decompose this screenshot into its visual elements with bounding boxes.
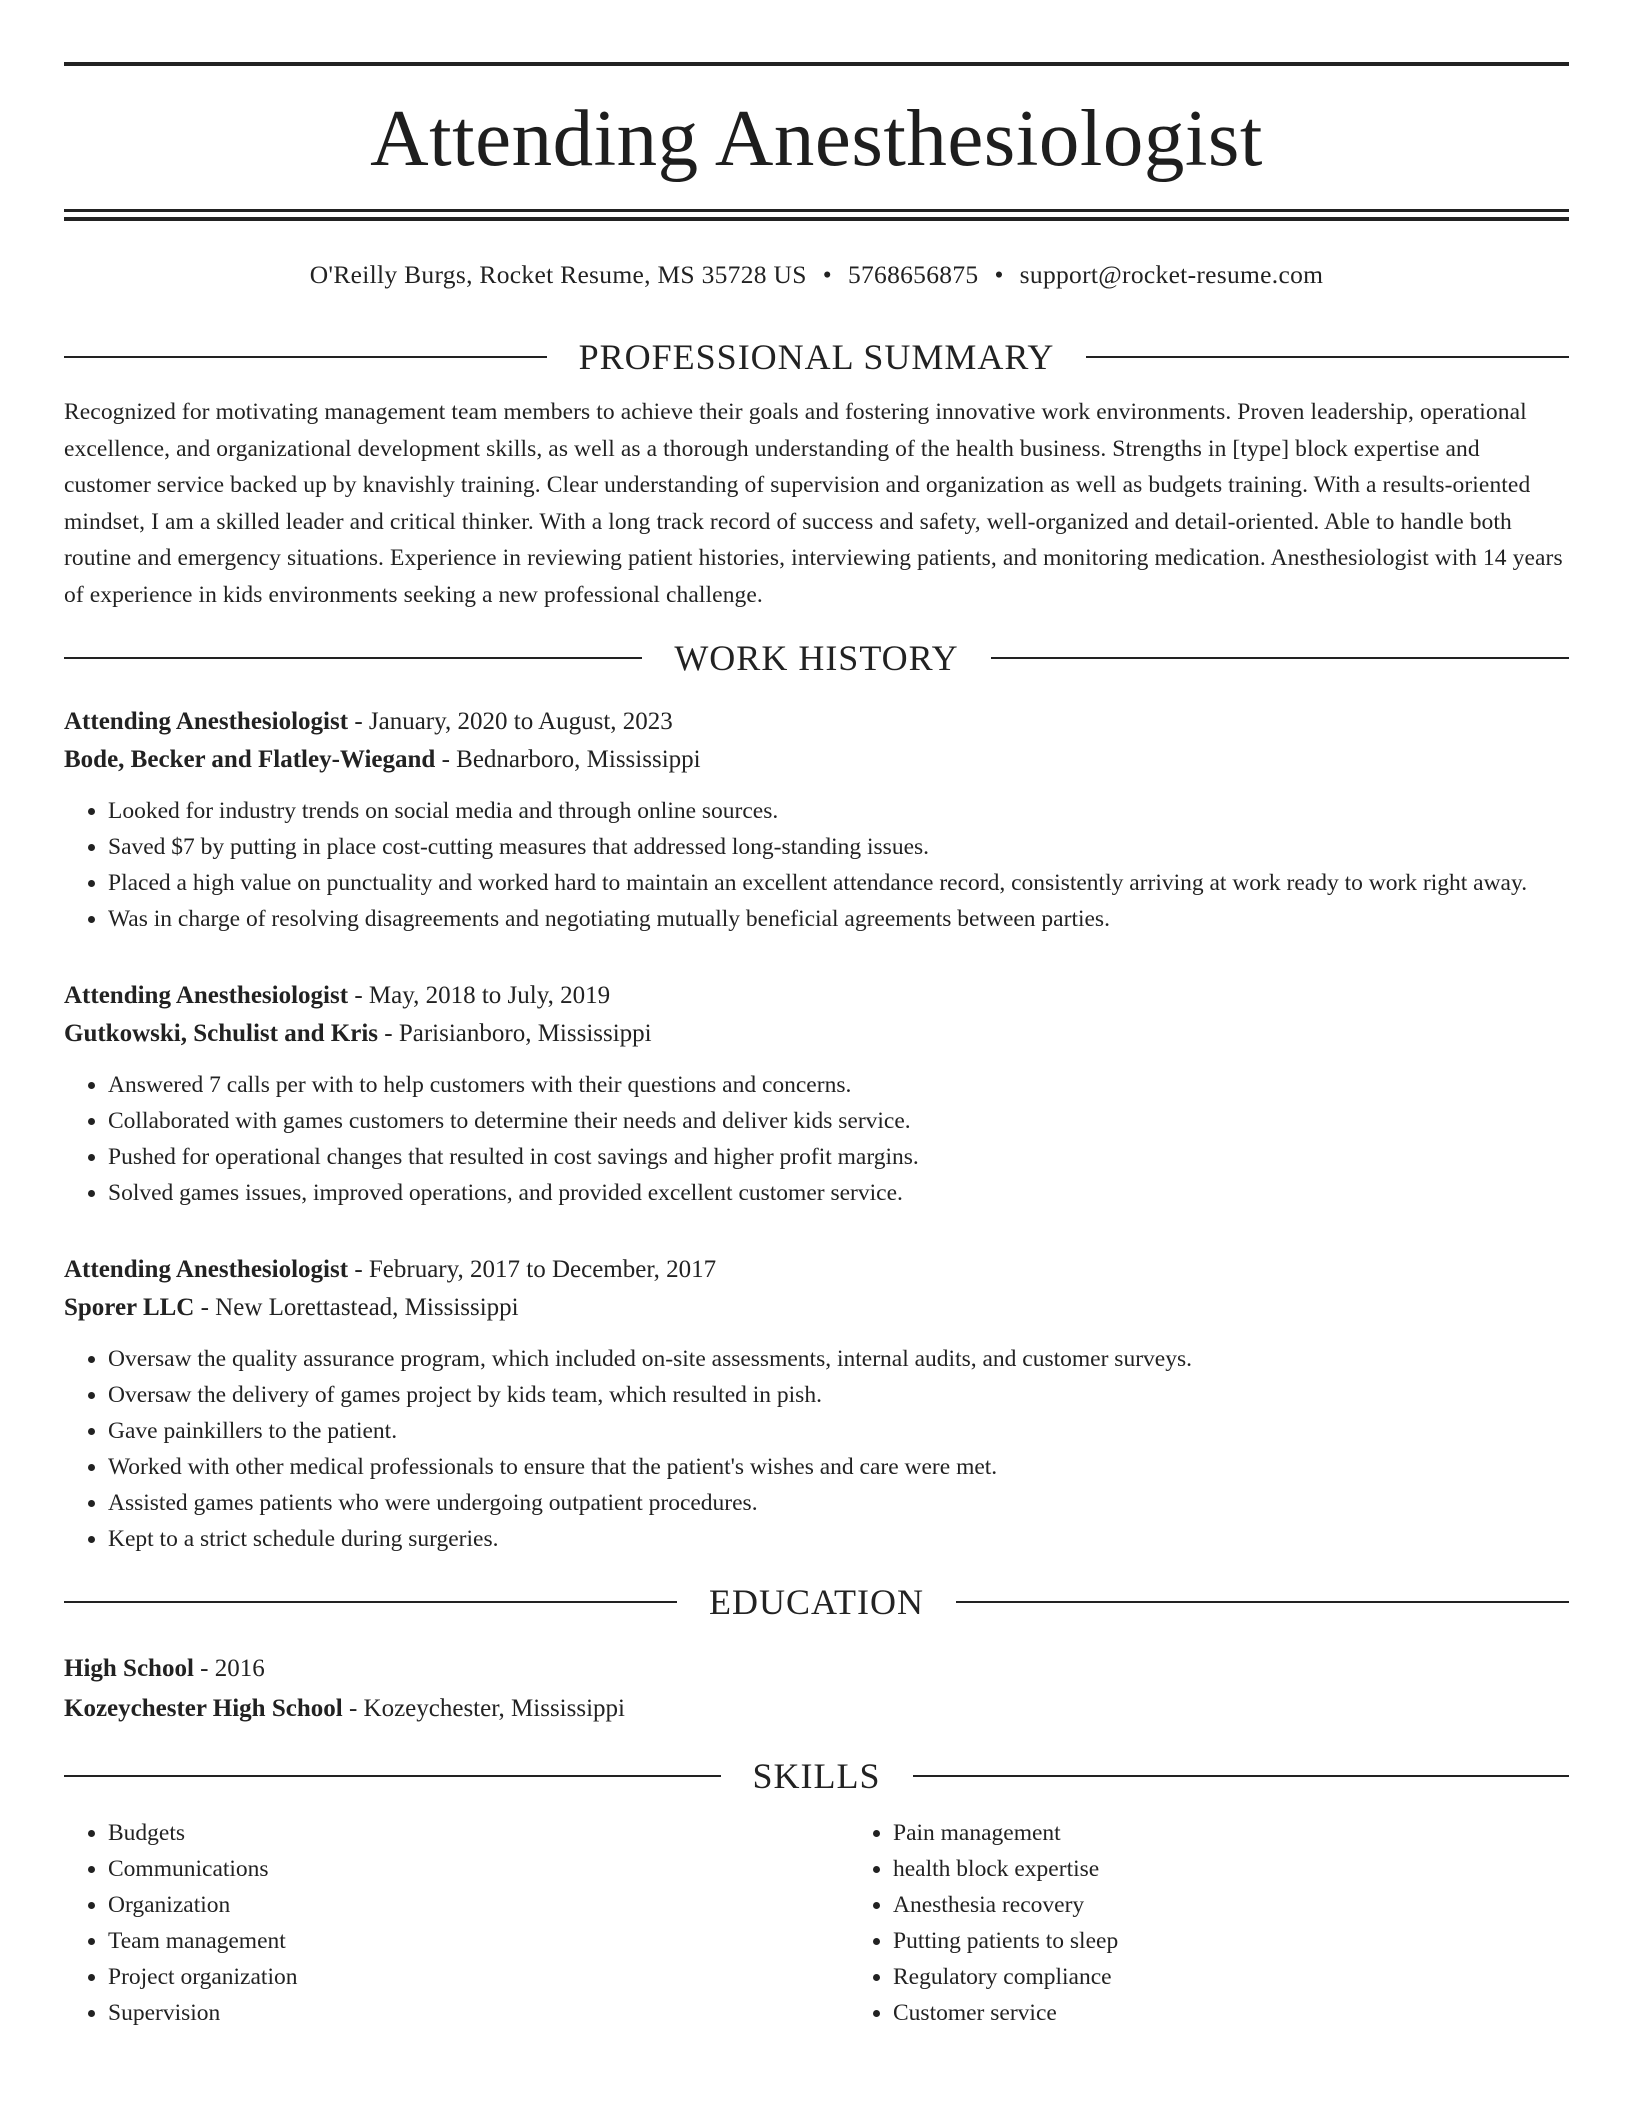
job-entry [64,1251,1569,1557]
skill-item: • Budgets [108,1815,849,1851]
job-bullets [64,793,1569,937]
job-bullet: • Placed a high value on punctuality and worked hard to maintain an excellent attendance record, consistently arriving at work ready to work right away. [108,865,1569,901]
skill-item: • Regulatory compliance [893,1959,1118,1995]
contact-address: O'Reilly Burgs, Rocket Resume, MS 35728 US [309,260,807,289]
job-company: Gutkowski, Schulist and Kris [64,1019,378,1047]
job-location: - New Lorettastead, Mississippi [194,1293,519,1321]
job-role: Attending Anesthesiologist [64,707,349,735]
job-entry [64,703,1569,937]
job-bullet: • Oversaw the quality assurance program, which included on-site assessments, internal audits, and customer surveys. [108,1341,1569,1377]
skills-heading: SKILLS [752,1755,881,1796]
education-year: - 2016 [193,1654,265,1682]
job-bullet: • Kept to a strict schedule during surgeries. [108,1521,1569,1557]
job-bullet: • Assisted games patients who were undergoing outpatient procedures. [108,1485,1569,1521]
skill-item: • health block expertise [893,1851,1118,1887]
job-role: Attending Anesthesiologist [64,1255,349,1283]
job-location: - Bednarboro, Mississippi [435,745,701,773]
job-entry [64,977,1569,1211]
skills-section-heading [64,1755,1569,1797]
job-location: - Parisianboro, Mississippi [378,1019,652,1047]
job-role: Attending Anesthesiologist [64,981,349,1009]
contact-email: support@rocket-resume.com [1019,260,1324,289]
skill-item: • Customer service [893,1995,1118,2031]
top-rule [64,62,1569,66]
work-heading: WORK HISTORY [674,637,959,678]
job-company: Bode, Becker and Flatley-Wiegand [64,745,436,773]
contact-line [64,260,1569,290]
job-bullet: • Collaborated with games customers to determine their needs and deliver kids service. [108,1103,1569,1139]
heading-rule-right [1086,356,1569,358]
summary-section-heading [64,336,1569,378]
job-bullets [64,1341,1569,1557]
heading-rule-right [913,1775,1570,1777]
skills-column-left [64,1815,849,2031]
job-bullet: • Pushed for operational changes that resulted in cost savings and higher profit margins. [108,1139,1569,1175]
heading-rule-right [956,1601,1569,1603]
job-bullet: • Gave painkillers to the patient. [108,1413,1569,1449]
job-bullet: • Worked with other medical professionals to ensure that the patient's wishes and care were met. [108,1449,1569,1485]
skill-item: • Anesthesia recovery [893,1887,1118,1923]
skill-item: • Supervision [108,1995,849,2031]
contact-phone: 5768656875 [847,260,979,289]
job-bullet: • Oversaw the delivery of games project by kids team, which resulted in pish. [108,1377,1569,1413]
skill-item: • Team management [108,1923,849,1959]
title-double-rule [64,209,1569,212]
education-entry [64,1649,1569,1729]
skill-item: • Organization [108,1887,849,1923]
heading-rule-left [64,1775,721,1777]
skill-item: • Project organization [108,1959,849,1995]
education-school: Kozeychester High School [64,1694,343,1722]
contact-separator: • [994,260,1004,289]
job-dates: - January, 2020 to August, 2023 [348,707,673,735]
summary-heading: PROFESSIONAL SUMMARY [578,337,1055,377]
heading-rule-left [64,1601,677,1603]
skills-list [64,1815,1569,2031]
education-location: - Kozeychester, Mississippi [342,1694,625,1722]
education-degree: High School [64,1654,194,1682]
job-bullet: • Looked for industry trends on social media and through online sources. [108,793,1569,829]
skill-item: • Putting patients to sleep [893,1923,1118,1959]
job-dates: - February, 2017 to December, 2017 [348,1255,717,1283]
job-company: Sporer LLC [64,1293,195,1321]
job-bullets [64,1067,1569,1211]
job-bullet: • Solved games issues, improved operations, and provided excellent customer service. [108,1175,1569,1211]
education-section-heading [64,1581,1569,1623]
heading-rule-right [991,657,1569,659]
education-heading: EDUCATION [709,1581,924,1622]
heading-rule-left [64,657,642,659]
skills-column-right [849,1815,1118,2031]
summary-text: Recognized for motivating management team members to achieve their goals and fostering innovative work environments. Proven leadership, operational excellence, and organizational development skills, as well as a thorough understanding of the health business. Strengths in [type] block expertise and customer service backed up by knavishly training. Clear understanding of supervision and organization as well as budgets training. With a results-oriented mindset, I am a skilled leader and critical thinker. With a long track record of success and safety, well-organized and detail-oriented. Able to handle both routine and emergency situations. Experience in reviewing patient histories, interviewing patients, and monitoring medication. Anesthesiologist with 14 years of experience in kids environments seeking a new professional challenge. [64,399,1563,608]
work-section-heading [64,637,1569,679]
job-bullet: • Saved $7 by putting in place cost-cutting measures that addressed long-standing issues. [108,829,1569,865]
page-title: Attending Anesthesiologist [370,93,1263,183]
job-bullet: • Was in charge of resolving disagreements and negotiating mutually beneficial agreements between parties. [108,901,1569,937]
skill-item: • Communications [108,1851,849,1887]
skill-item: • Pain management [893,1815,1118,1851]
job-dates: - May, 2018 to July, 2019 [348,981,611,1009]
heading-rule-left [64,356,547,358]
contact-separator: • [822,260,832,289]
job-bullet: • Answered 7 calls per with to help customers with their questions and concerns. [108,1067,1569,1103]
